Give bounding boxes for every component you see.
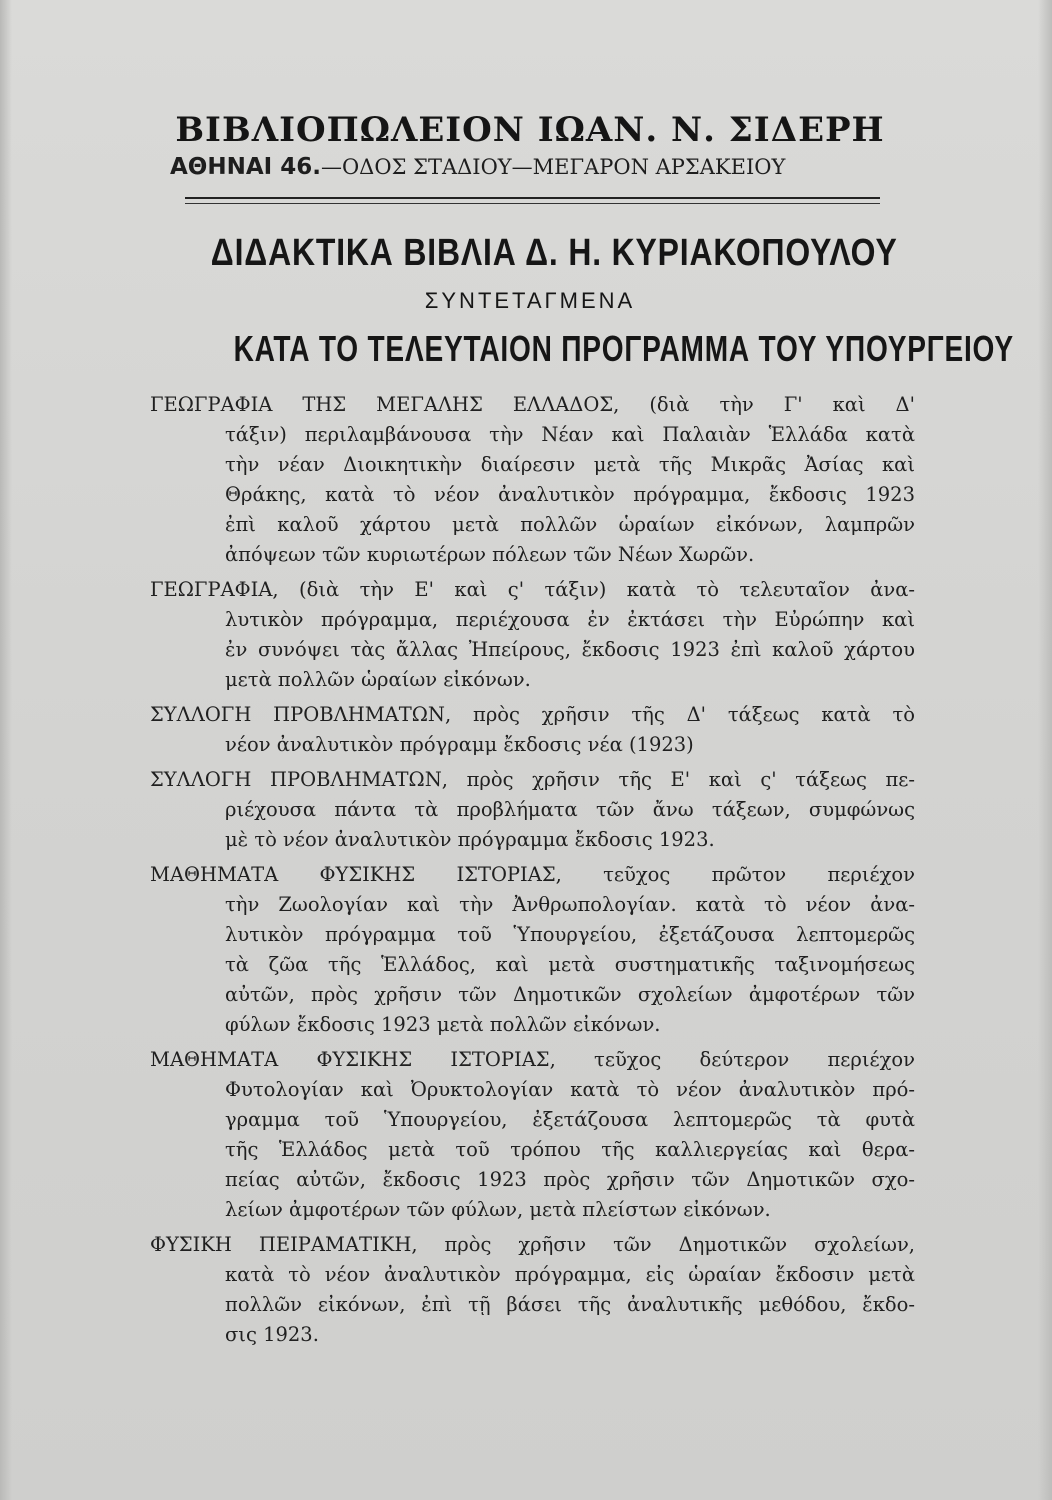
entry-line: νέον ἀναλυτικὸν πρόγραμμ ἔκδοσις νέα (1923)	[225, 733, 694, 756]
subtitle-program: ΚΑΤΑ ΤΟ ΤΕΛΕΥΤΑΙΟΝ ΠΡΟΓΡΑΜΜΑ ΤΟΥ ΥΠΟΥΡΓΕΙΟΥ	[233, 328, 1014, 369]
entry-line: ΦΥΣΙΚΗ ΠΕΙΡΑΜΑΤΙΚΗ, πρὸς χρῆσιν τῶν Δημοτικῶν σχολείων,	[150, 1233, 915, 1256]
entry-line: τάξιν) περιλαμβάνουσα τὴν Νέαν καὶ Παλαιὰν Ἑλλάδα κατὰ	[225, 423, 915, 446]
entry-line: ΓΕΩΓΡΑΦΙΑ ΤΗΣ ΜΕΓΑΛΗΣ ΕΛΛΑΔΟΣ, (διὰ τὴν Γ' καὶ Δ'	[150, 393, 915, 416]
entry-line: φύλων ἔκδοσις 1923 μετὰ πολλῶν εἰκόνων.	[225, 1013, 661, 1036]
book-entry	[150, 765, 915, 855]
entry-line: τῆς Ἑλλάδος μετὰ τοῦ τρόπου τῆς καλλιεργείας καὶ θερα-	[225, 1138, 915, 1161]
entry-line: ΜΑΘΗΜΑΤΑ ΦΥΣΙΚΗΣ ΙΣΤΟΡΙΑΣ, τεῦχος δεύτερον περιέχον	[150, 1048, 915, 1071]
book-entry	[150, 390, 915, 570]
entry-line: λυτικὸν πρόγραμμα τοῦ Ὑπουργείου, ἐξετάζουσα λεπτομερῶς	[225, 923, 915, 946]
entry-line: μετὰ πολλῶν ὡραίων εἰκόνων.	[225, 668, 531, 691]
entry-line: ἀπόψεων τῶν κυριωτέρων πόλεων τῶν Νέων Χωρῶν.	[225, 543, 755, 566]
entry-line: λυτικὸν πρόγραμμα, περιέχουσα ἐν ἐκτάσει τὴν Εὐρώπην καὶ	[225, 608, 915, 631]
header-rule-thick	[185, 197, 880, 199]
entry-line: σις 1923.	[225, 1323, 319, 1346]
book-entry	[150, 1045, 915, 1225]
entry-line: αὐτῶν, πρὸς χρῆσιν τῶν Δημοτικῶν σχολείων ἀμφοτέρων τῶν	[225, 983, 915, 1006]
entry-line: πείας αὐτῶν, ἔκδοσις 1923 πρὸς χρῆσιν τῶν Δημοτικῶν σχο-	[225, 1168, 915, 1191]
street-address: —ΟΔΟΣ ΣΤΑΔΙΟΥ—ΜΕΓΑΡΟΝ ΑΡΣΑΚΕΙΟΥ	[320, 155, 786, 179]
entry-line: ριέχουσα πάντα τὰ προβλήματα τῶν ἄνω τάξεων, συμφώνως	[225, 798, 915, 821]
main-title: ΔΙΔΑΚΤΙΚΑ ΒΙΒΛΙΑ Δ. Η. ΚΥΡΙΑΚΟΠΟΥΛΟΥ	[210, 232, 898, 274]
entry-line: γραμμα τοῦ Ὑπουργείου, ἐξετάζουσα λεπτομερῶς τὰ φυτὰ	[225, 1108, 915, 1131]
entry-line: τὰ ζῶα τῆς Ἑλλάδος, καὶ μετὰ συστηματικῆς ταξινομήσεως	[225, 953, 915, 976]
address-line	[170, 152, 910, 182]
entry-line: ΓΕΩΓΡΑΦΙΑ, (διὰ τὴν Ε' καὶ ς' τάξιν) κατὰ τὸ τελευταῖον ἀνα-	[150, 578, 915, 601]
entry-line: ΜΑΘΗΜΑΤΑ ΦΥΣΙΚΗΣ ΙΣΤΟΡΙΑΣ, τεῦχος πρῶτον περιέχον	[150, 863, 915, 886]
entry-line: τὴν νέαν Διοικητικὴν διαίρεσιν μετὰ τῆς Μικρᾶς Ἀσίας καὶ	[225, 453, 915, 476]
book-entry	[150, 575, 915, 695]
entry-line: Θράκης, κατὰ τὸ νέον ἀναλυτικὸν πρόγραμμα, ἔκδοσις 1923	[225, 483, 915, 506]
entry-line: μὲ τὸ νέον ἀναλυτικὸν πρόγραμμα ἔκδοσις 1923.	[225, 828, 715, 851]
subtitle-composed: ΣΥΝΤΕΤΑΓΜΕΝΑ	[424, 288, 636, 313]
city-number: ΑΘΗΝΑΙ 46.	[170, 154, 321, 180]
book-list	[150, 390, 915, 1350]
entry-line: πολλῶν εἰκόνων, ἐπὶ τῇ βάσει τῆς ἀναλυτικῆς μεθόδου, ἔκδο-	[225, 1293, 915, 1316]
entry-line: Φυτολογίαν καὶ Ὀρυκτολογίαν κατὰ τὸ νέον ἀναλυτικὸν πρό-	[225, 1078, 915, 1101]
page-edge-left	[0, 0, 12, 1500]
book-entry	[150, 1230, 915, 1350]
bookshop-name: ΒΙΒΛΙΟΠΩΛΕΙΟΝ ΙΩΑΝ. Ν. ΣΙΔΕΡΗ	[175, 110, 885, 150]
entry-line: ΣΥΛΛΟΓΗ ΠΡΟΒΛΗΜΑΤΩΝ, πρὸς χρῆσιν τῆς Δ' τάξεως κατὰ τὸ	[150, 703, 915, 726]
entry-line: κατὰ τὸ νέον ἀναλυτικὸν πρόγραμμα, εἰς ὡραίαν ἔκδοσιν μετὰ	[225, 1263, 915, 1286]
entry-line: ἐπὶ καλοῦ χάρτου μετὰ πολλῶν ὡραίων εἰκόνων, λαμπρῶν	[225, 513, 915, 536]
book-entry	[150, 860, 915, 1040]
book-entry	[150, 700, 915, 760]
entry-line: λείων ἀμφοτέρων τῶν φύλων, μετὰ πλείστων εἰκόνων.	[225, 1198, 771, 1221]
header-rule-thin	[185, 203, 880, 204]
page-edge-right	[1038, 0, 1052, 1500]
entry-line: ἐν συνόψει τὰς ἄλλας Ἠπείρους, ἔκδοσις 1923 ἐπὶ καλοῦ χάρτου	[225, 638, 915, 661]
header	[150, 108, 910, 182]
entry-line: τὴν Ζωολογίαν καὶ τὴν Ἀνθρωπολογίαν. κατὰ τὸ νέον ἀνα-	[225, 893, 915, 916]
entry-line: ΣΥΛΛΟΓΗ ΠΡΟΒΛΗΜΑΤΩΝ, πρὸς χρῆσιν τῆς Ε' καὶ ς' τάξεως πε-	[150, 768, 915, 791]
